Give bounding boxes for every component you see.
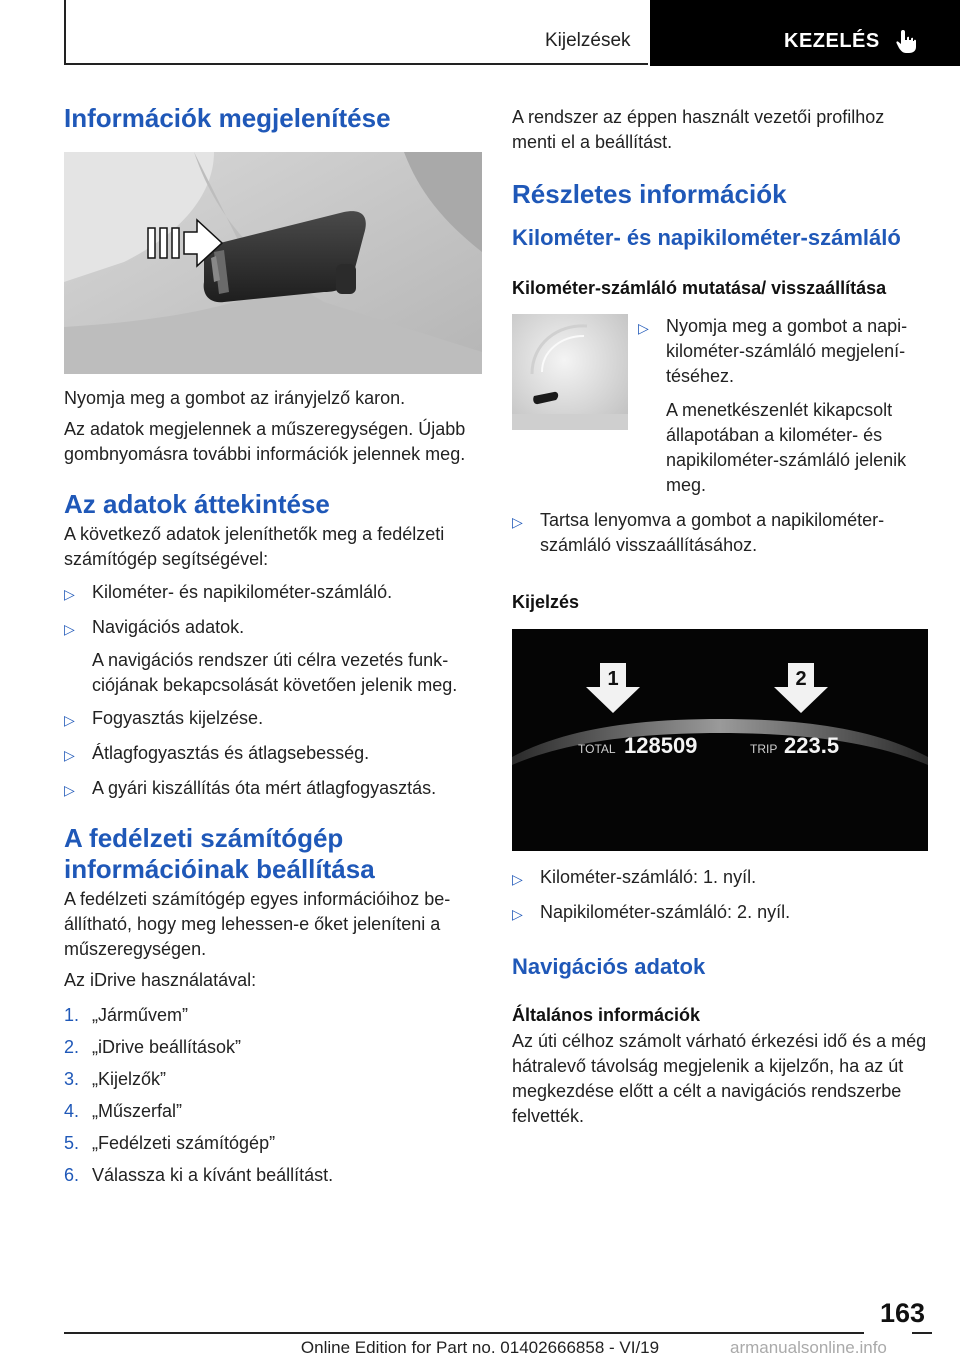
heading-nav-data: Navigációs adatok — [512, 954, 706, 979]
header-rule-left — [64, 0, 66, 64]
button-figure-block — [512, 314, 932, 498]
turn-signal-lever-figure — [64, 152, 482, 374]
heading-odometer: Kilométer- és napikilométer-számláló — [512, 225, 901, 250]
paragraph-overview: A következő adatok jeleníthetők meg a fedélzeti számítógép segítségével: — [64, 524, 445, 569]
paragraph-profile: A rendszer az éppen használt vezetői profilhoz menti el a beállítást. — [512, 107, 885, 152]
paragraph-settings: A fedélzeti számítógép egyes információihoz beállítható, hogy meg lehessen-e őket jeleníteni a műszeregységen. — [64, 889, 451, 959]
arrow-1-label: 1 — [607, 668, 619, 690]
heading-info-display: Információk megjelenítése — [64, 103, 391, 133]
list-item: ▷ A gyári kiszállítás óta mért átlagfogyasztás. — [64, 776, 482, 803]
instrument-cluster-figure — [512, 629, 928, 851]
heading-display: Kijelzés — [512, 592, 580, 612]
header-chapter-label: KEZELÉS — [784, 30, 880, 52]
paragraph-press-button: Nyomja meg a gombot az irányjelző karon. — [64, 388, 406, 408]
heading-data-overview: Az adatok áttekintése — [64, 489, 330, 519]
left-column — [64, 100, 482, 1188]
list-item: ▷ Napikilométer-számláló: 2. nyíl. — [512, 900, 932, 927]
step-item: 5. „Fedélzeti számítógép” — [64, 1133, 276, 1153]
bullet-triangle-icon: ▷ — [512, 514, 523, 530]
step-item: 6. Válassza ki a kívánt beállítást. — [64, 1165, 334, 1185]
footer-watermark: armanualsonline.info — [730, 1338, 887, 1357]
paragraph-idrive: Az iDrive használatával: — [64, 970, 257, 990]
paragraph-nav-note: A navigációs rendszer úti célra vezetés funkciójának bekapcsolását követően jelenik meg. — [92, 650, 458, 695]
arrow-2-label: 2 — [795, 668, 807, 690]
bullet-triangle-icon: ▷ — [64, 712, 75, 728]
list-item: ▷ Tartsa lenyomva a gombot a napikilométer-számláló visszaállításához. — [512, 508, 932, 558]
cluster-button-figure — [512, 314, 628, 430]
bullet-triangle-icon: ▷ — [64, 586, 75, 602]
header-section-title: Kijelzések — [545, 30, 631, 51]
heading-details: Részletes információk — [512, 179, 787, 209]
list-item: ▷ Kilométer- és napikilométer-számláló. — [64, 580, 482, 607]
bullet-triangle-icon: ▷ — [512, 906, 523, 922]
paragraph-data-display: Az adatok megjelennek a műszeregységen. Újabb gombnyomásra további információk jelennek meg. — [64, 419, 466, 464]
bullet-triangle-icon: ▷ — [638, 320, 649, 336]
step-item: 4. „Műszerfal” — [64, 1101, 183, 1121]
header-chapter-tab — [650, 0, 960, 66]
step-item: 1. „Járművem” — [64, 1005, 189, 1025]
paragraph-ignition-off: A menetkészenlét kikapcsolt állapotában a kilométer- és napikilométer-számláló jelenik meg. — [666, 400, 907, 495]
heading-show-reset: Kilométer-számláló mutatása/ visszaállítása — [512, 278, 887, 298]
total-label: TOTAL — [578, 742, 616, 756]
right-column — [512, 100, 932, 1129]
step-item: 3. „Kijelzők” — [64, 1069, 167, 1089]
trip-value: 223.5 — [784, 733, 840, 758]
heading-computer-settings: A fedélzeti számítógép információinak beállítása — [64, 823, 375, 884]
total-value: 128509 — [624, 733, 698, 758]
footer-rule — [64, 1332, 864, 1334]
bullet-triangle-icon: ▷ — [64, 747, 75, 763]
list-item: ▷ Fogyasztás kijelzése. — [64, 706, 482, 733]
list-item: ▷ Átlagfogyasztás és átlagsebesség. — [64, 741, 482, 768]
pointing-hand-icon — [894, 28, 920, 54]
step-item: 2. „iDrive beállítások” — [64, 1037, 242, 1057]
bullet-triangle-icon: ▷ — [64, 621, 75, 637]
header-rule-bottom — [64, 63, 648, 65]
list-item: ▷ Nyomja meg a gombot a napikilométer-számláló megjelenítéséhez. — [638, 314, 932, 389]
footer-rule-end — [912, 1332, 932, 1334]
list-item: ▷ Navigációs adatok. — [64, 615, 482, 642]
bullet-triangle-icon: ▷ — [64, 782, 75, 798]
paragraph-general-info: Az úti célhoz számolt várható érkezési idő és a még hátralevő távolság megjelenik a kijelzőn, ha az út megkezdése előtt a célt a navigációs rendszerbe felvették. — [512, 1031, 927, 1126]
page-number: 163 — [880, 1298, 926, 1328]
heading-general-info: Általános információk — [512, 1005, 701, 1025]
list-item: ▷ Kilométer-számláló: 1. nyíl. — [512, 865, 932, 892]
trip-label: TRIP — [750, 742, 778, 756]
footer-edition: Online Edition for Part no. 01402666858 - VI/19 — [300, 1338, 660, 1357]
bullet-triangle-icon: ▷ — [512, 871, 523, 887]
